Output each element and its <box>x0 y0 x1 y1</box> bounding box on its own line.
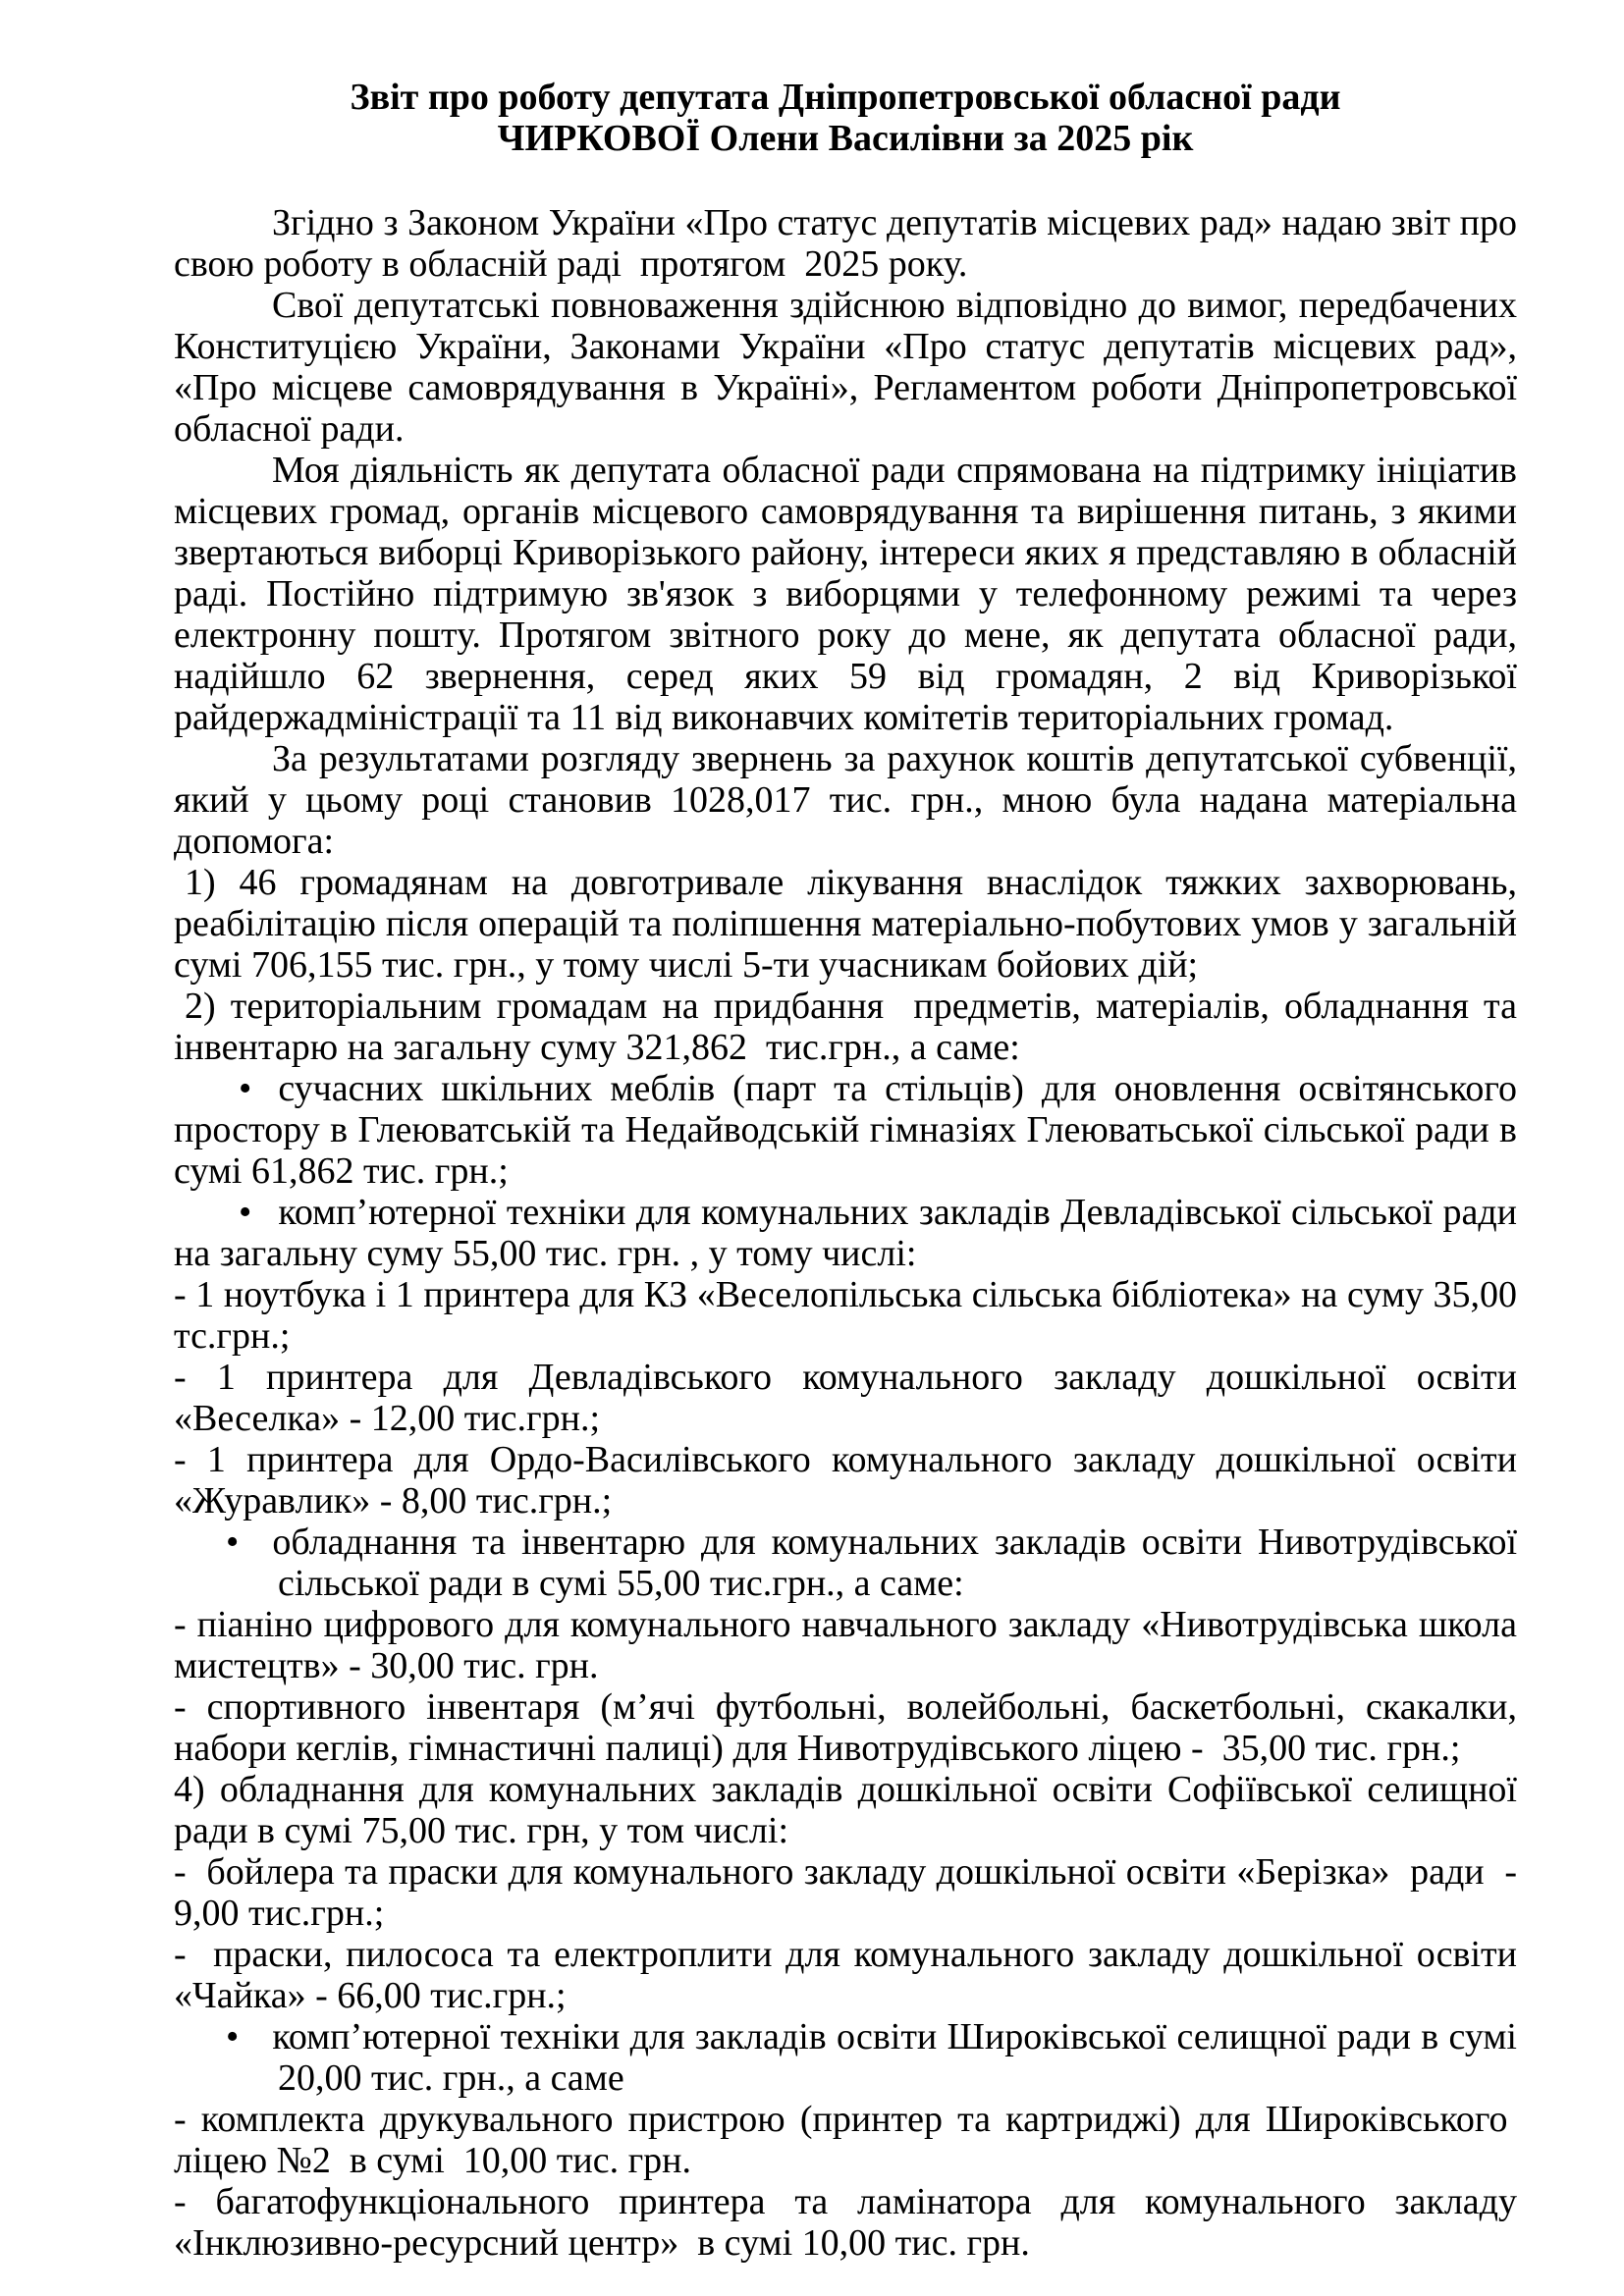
numbered-item-2: 2) територіальним громадам на придбання предметів, матеріалів, обладнання та інвентарю на загальну суму 321,862 тис.грн., а саме: <box>174 986 1517 1068</box>
bullet-icon: • <box>239 1068 252 1109</box>
dash-item-mfp-laminator: - багатофункціонального принтера та ламінатора для комунального закладу «Інклюзивно-ресурсний центр» в сумі 10,00 тис. грн. <box>174 2181 1517 2264</box>
bullet-item-text: сучасних шкільних меблів (парт та стільців) для оновлення освітянського простору в Глеюватській та Недайводській гімназіях Глеюватьської сільської ради в сумі 61,862 тис. грн.; <box>174 1068 1517 1192</box>
paragraph-activity: Моя діяльність як депутата обласної ради спрямована на підтримку ініціатив місцевих громад, органів місцевого самоврядування та вирішення питань, з якими звертаються виборці Криворізького району, інтереси яких я представляю в обласній раді. Постійно підтримую зв'язок з виборцями у телефонному режимі та через електронну пошту. Протягом звітного року до мене, як депутата обласної ради, надійшло 62 звернення, серед яких 59 від громадян, 2 від Криворізької райдержадміністрації та 11 від виконавчих комітетів територіальних громад. <box>174 450 1517 738</box>
dash-item-printer-set-lyceum2: - комплекта друкувального пристрою (принтер та картриджі) для Широківського ліцею №2 в сумі 10,00 тис. грн. <box>174 2099 1517 2181</box>
document-body <box>174 202 1517 2264</box>
paragraph-intro: Згідно з Законом України «Про статус депутатів місцевих рад» надаю звіт про свою роботу в обласній раді протягом 2025 року. <box>174 202 1517 285</box>
bullet-item-equipment-nyvotrudivska <box>174 1522 1517 1604</box>
dash-item-piano: - піаніно цифрового для комунального навчального закладу «Нивотрудівська школа мистецтв» - 30,00 тис. грн. <box>174 1604 1517 1686</box>
title-line-1: Звіт про роботу депутата Дніпропетровської обласної ради <box>350 77 1341 118</box>
bullet-item-computers-devladove <box>174 1192 1517 1274</box>
numbered-item-4: 4) обладнання для комунальних закладів дошкільної освіти Софіївської селищної ради в сумі 75,00 тис. грн, у том числі: <box>174 1769 1517 1851</box>
dash-item-printer-veselka: - 1 принтера для Девладівського комунального закладу дошкільної освіти «Веселка» - 12,00 тис.грн.; <box>174 1357 1517 1439</box>
bullet-item-text: комп’ютерної техніки для комунальних закладів Девладівської сільської ради на загальну суму 55,00 тис. грн. , у тому числі: <box>174 1192 1517 1274</box>
dash-item-sport-inventory: - спортивного інвентаря (м’ячі футбольні, волейбольні, баскетбольні, скакалки, набори кеглів, гімнастичні палиці) для Нивотрудівського ліцею - 35,00 тис. грн.; <box>174 1686 1517 1769</box>
paragraph-subvention: За результатами розгляду звернень за рахунок коштів депутатської субвенції, який у цьому році становив 1028,017 тис. грн., мною була надана матеріальна допомога: <box>174 738 1517 862</box>
bullet-item-text: обладнання та інвентарю для комунальних закладів освіти Нивотрудівської сільської ради в сумі 55,00 тис.грн., а саме: <box>272 1522 1517 1604</box>
bullet-icon: • <box>226 1522 240 1563</box>
numbered-item-1: 1) 46 громадянам на довготривале лікування внаслідок тяжких захворювань, реабілітацію після операцій та поліпшення матеріально-побутових умов у загальній сумі 706,155 тис. грн., у тому числі 5-ти учасникам бойових дій; <box>174 862 1517 986</box>
paragraph-powers: Свої депутатські повноваження здійснюю відповідно до вимог, передбачених Конституцією України, Законами України «Про статус депутатів місцевих рад», «Про місцеве самоврядування в Україні», Регламентом роботи Дніпропетровської обласної ради. <box>174 285 1517 450</box>
dash-item-boiler-berizka: - бойлера та праски для комунального закладу дошкільної освіти «Берізка» ради - 9,00 тис.грн.; <box>174 1851 1517 1934</box>
bullet-item-computers-shyrokivska <box>174 2016 1517 2099</box>
bullet-item-furniture <box>174 1068 1517 1192</box>
document-title <box>174 77 1517 159</box>
dash-item-printer-zhuravlyk: - 1 принтера для Ордо-Василівського комунального закладу дошкільної освіти «Журавлик» - 8,00 тис.грн.; <box>174 1439 1517 1522</box>
title-line-2: ЧИРКОВОЇ Олени Василівни за 2025 рік <box>497 118 1194 159</box>
bullet-icon: • <box>239 1192 252 1233</box>
dash-item-laptop-printer: - 1 ноутбука і 1 принтера для КЗ «Веселопільська сільська бібліотека» на суму 35,00 тс.грн.; <box>174 1274 1517 1357</box>
bullet-icon: • <box>226 2016 240 2057</box>
dash-item-iron-chaika: - праски, пилососа та електроплити для комунального закладу дошкільної освіти «Чайка» - 66,00 тис.грн.; <box>174 1934 1517 2016</box>
bullet-item-text: комп’ютерної техніки для закладів освіти Широківської селищної ради в сумі 20,00 тис. грн., а саме <box>272 2016 1517 2099</box>
